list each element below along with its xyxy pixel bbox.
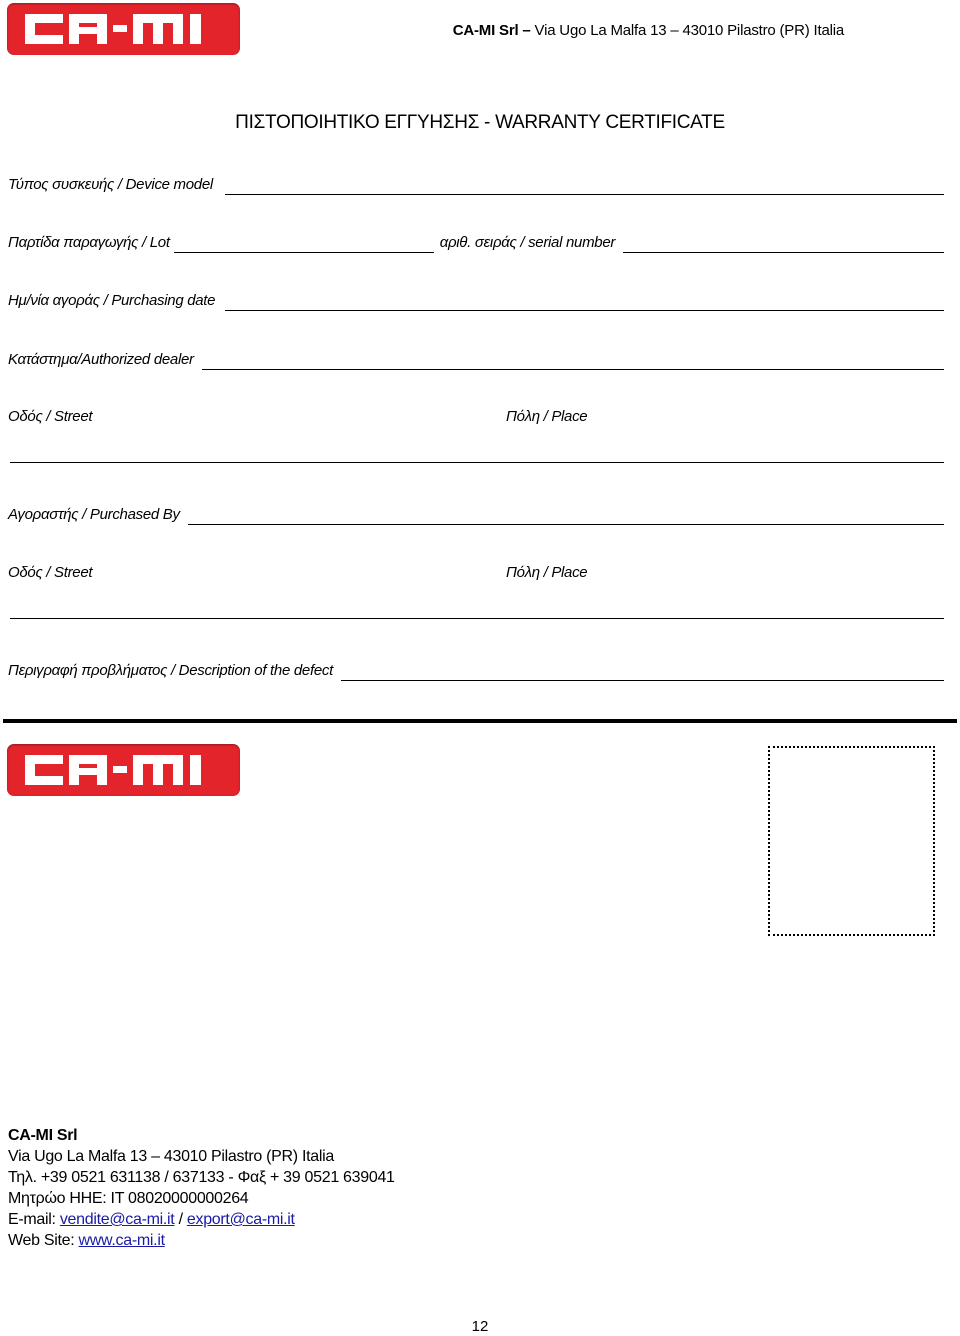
device-model-field[interactable] xyxy=(225,183,944,195)
company-logo-bottom xyxy=(7,744,240,796)
purchasing-date-row xyxy=(8,288,944,310)
serial-number-label: αριθ. σειράς / serial number xyxy=(439,234,616,251)
dealer-label: Κατάστημα/Authorized dealer xyxy=(8,351,194,368)
logo-graphic xyxy=(7,3,240,55)
defect-field[interactable] xyxy=(341,669,944,681)
defect-label: Περιγραφή προβλήματος / Description of the defect xyxy=(8,662,333,679)
stamp-box xyxy=(768,746,935,936)
buyer-address-field[interactable] xyxy=(10,618,944,619)
header-dash: – xyxy=(522,22,531,39)
lot-serial-row xyxy=(8,230,944,252)
header-address xyxy=(453,22,844,39)
dealer-row xyxy=(8,347,944,369)
purchasing-date-label: Ημ/νία αγοράς / Purchasing date xyxy=(8,292,216,309)
device-model-row xyxy=(8,172,944,194)
lot-label: Παρτίδα παραγωγής / Lot xyxy=(8,234,170,251)
footer-phone: Τηλ. +39 0521 631138 / 637133 - Φαξ + 39 0521 639041 xyxy=(8,1169,395,1186)
serial-number-field[interactable] xyxy=(623,241,944,253)
header-street: Via Ugo La Malfa 13 – 43010 Pilastro (PR) Italia xyxy=(534,22,844,39)
lot-field[interactable] xyxy=(174,241,434,253)
footer-registry: Μητρώο ΗΗΕ: IT 08020000000264 xyxy=(8,1190,249,1207)
purchased-by-field[interactable] xyxy=(188,513,944,525)
page-number: 12 xyxy=(471,1318,489,1335)
defect-row xyxy=(8,658,944,680)
website-link[interactable]: www.ca-mi.it xyxy=(78,1232,165,1249)
logo-graphic-bottom xyxy=(7,744,240,796)
footer-web-line xyxy=(8,1230,395,1251)
purchased-by-row xyxy=(8,502,944,524)
email-link-sales[interactable]: vendite@ca-mi.it xyxy=(59,1211,175,1228)
header-company: CA-MI Srl xyxy=(452,22,519,39)
footer-company: CA-MI Srl xyxy=(8,1127,78,1144)
email-label: E-mail: xyxy=(8,1211,56,1228)
company-logo xyxy=(7,3,240,55)
email-link-export[interactable]: export@ca-mi.it xyxy=(186,1211,295,1228)
footer-email-line xyxy=(8,1209,395,1230)
purchased-by-label: Αγοραστής / Purchased By xyxy=(8,506,180,523)
buyer-street-label: Οδός / Street xyxy=(8,564,93,581)
purchasing-date-field[interactable] xyxy=(225,299,944,311)
dealer-address-field[interactable] xyxy=(10,462,944,463)
web-label: Web Site: xyxy=(8,1232,75,1249)
buyer-place-label: Πόλη / Place xyxy=(506,564,588,581)
email-separator: / xyxy=(178,1211,183,1228)
device-model-label: Τύπος συσκευής / Device model xyxy=(8,176,213,193)
footer-contact xyxy=(8,1125,395,1251)
dealer-place-label: Πόλη / Place xyxy=(506,408,588,425)
document-title: ΠΙΣΤΟΠΟΙΗΤΙΚΟ ΕΓΓΥΗΣΗΣ - WARRANTY CERTIFICATE xyxy=(235,112,725,133)
section-divider xyxy=(3,719,957,723)
dealer-field[interactable] xyxy=(202,358,944,370)
dealer-street-label: Οδός / Street xyxy=(8,408,93,425)
footer-address: Via Ugo La Malfa 13 – 43010 Pilastro (PR) Italia xyxy=(8,1148,334,1165)
